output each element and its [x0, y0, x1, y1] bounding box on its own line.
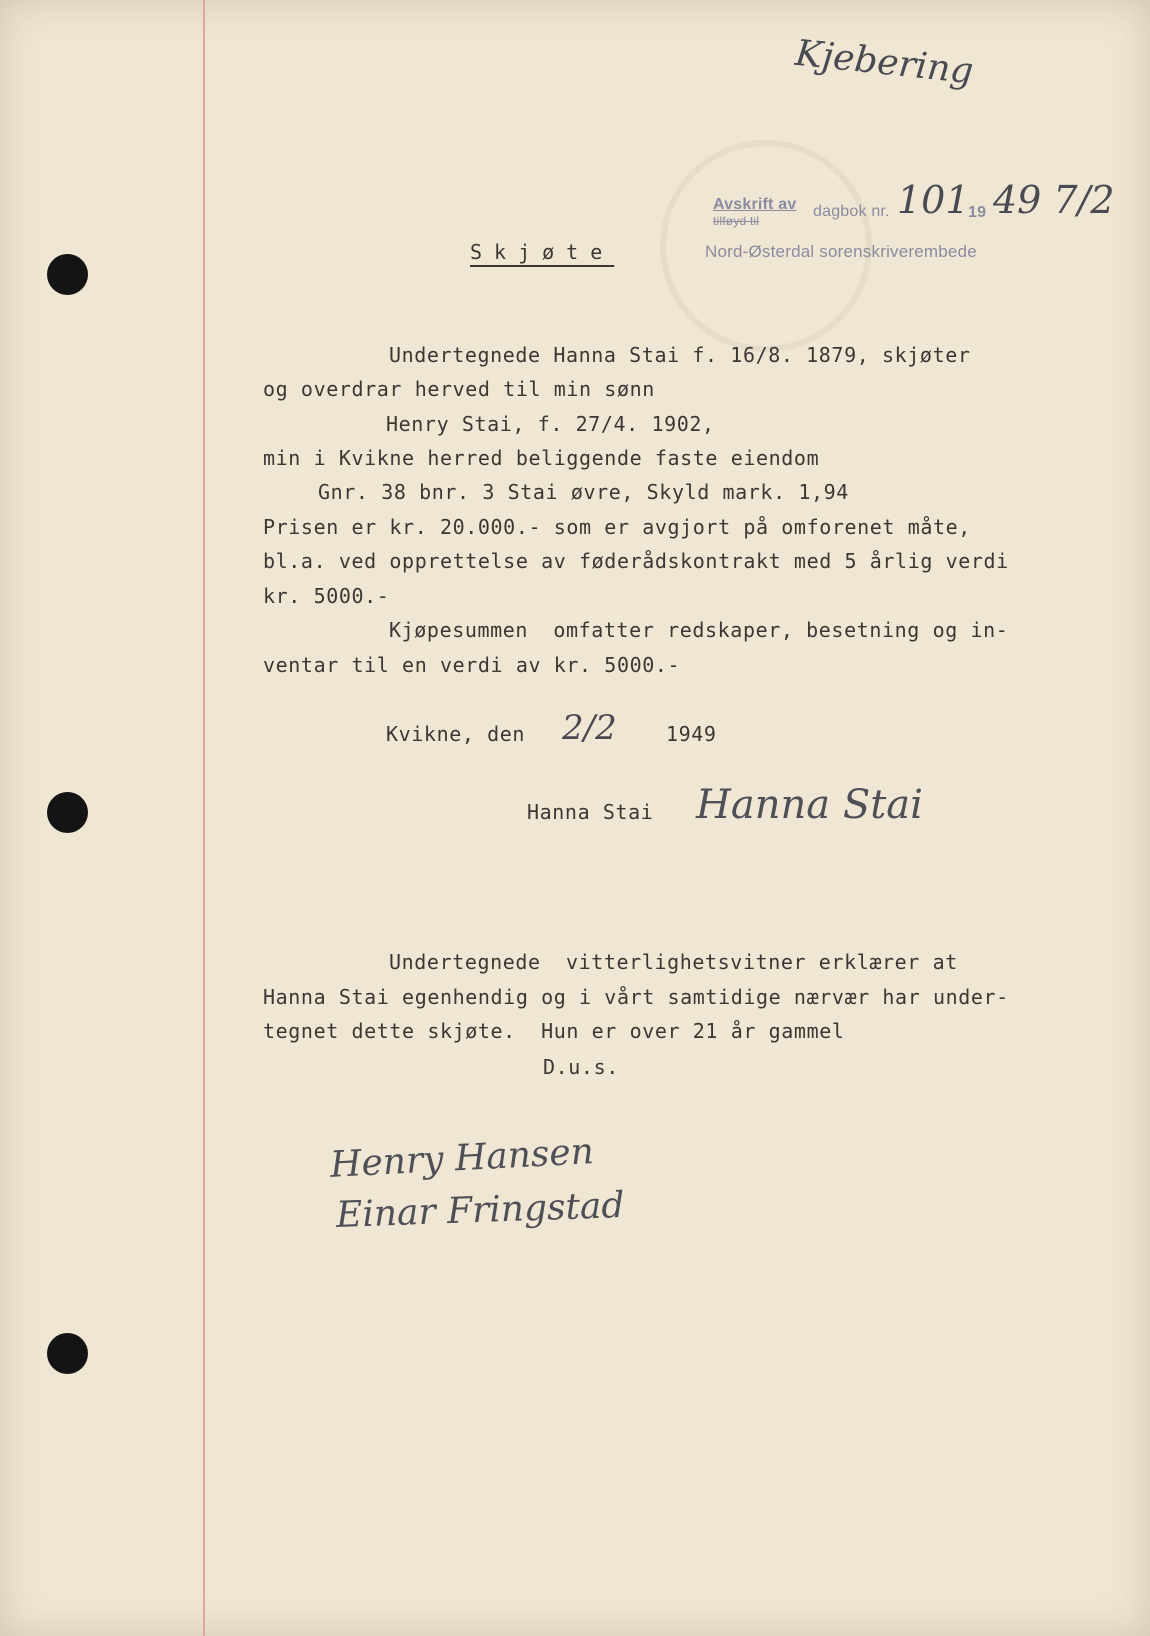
place-date-prefix: Kvikne, den: [386, 722, 526, 746]
stamp-office-name: Nord-Østerdal sorenskriverembede: [705, 242, 977, 261]
witness-line: tegnet dette skjøte. Hun er over 21 år gammel: [263, 1019, 845, 1043]
body-line: Henry Stai, f. 27/4. 1902,: [386, 412, 715, 436]
punch-hole-top: [47, 254, 88, 295]
witness-signature-2: Einar Fringstad: [335, 1184, 626, 1237]
body-line: Undertegnede Hanna Stai f. 16/8. 1879, skjøter: [389, 343, 971, 367]
margin-rule: [203, 0, 205, 1636]
handwritten-year-date: 49 7/2: [993, 178, 1115, 222]
body-line: Kjøpesummen omfatter redskaper, besetning og in-: [389, 618, 1009, 642]
witness-closing: D.u.s.: [543, 1055, 619, 1079]
witness-signature-1: Henry Hansen: [329, 1131, 595, 1186]
body-line: kr. 5000.-: [263, 584, 390, 608]
body-line: min i Kvikne herred beliggende faste eiendom: [263, 446, 820, 470]
handwritten-date: 2/2: [562, 708, 617, 748]
witness-line: Hanna Stai egenhendig og i vårt samtidige nærvær har under-: [263, 985, 1009, 1009]
stamp-struck-text: tilføyd til: [713, 214, 760, 228]
punch-hole-middle: [47, 792, 88, 833]
stamp-year-prefix: 19: [968, 204, 987, 221]
signer-typed-name: Hanna Stai: [527, 800, 654, 824]
handwritten-top-note: Kjebering: [793, 32, 976, 93]
stamp-avskrift: Avskrift av: [713, 196, 797, 213]
body-line: bl.a. ved opprettelse av føderådskontrakt med 5 årlig verdi: [263, 549, 1009, 573]
document-year: 1949: [666, 722, 717, 746]
body-line: ventar til en verdi av kr. 5000.-: [263, 653, 681, 677]
body-line: Gnr. 38 bnr. 3 Stai øvre, Skyld mark. 1,94: [318, 480, 849, 504]
punch-hole-bottom: [47, 1333, 88, 1374]
body-line: og overdrar herved til min sønn: [263, 377, 655, 401]
document-title: Skjøte: [470, 240, 615, 264]
handwritten-dagbok-number: 101: [897, 178, 970, 222]
body-line: Prisen er kr. 20.000.- som er avgjort på omforenet måte,: [263, 515, 971, 539]
stamp-dagbok-label: dagbok nr.: [813, 203, 890, 220]
signer-signature: Hanna Stai: [696, 782, 923, 828]
witness-line: Undertegnede vitterlighetsvitner erklærer at: [389, 950, 958, 974]
